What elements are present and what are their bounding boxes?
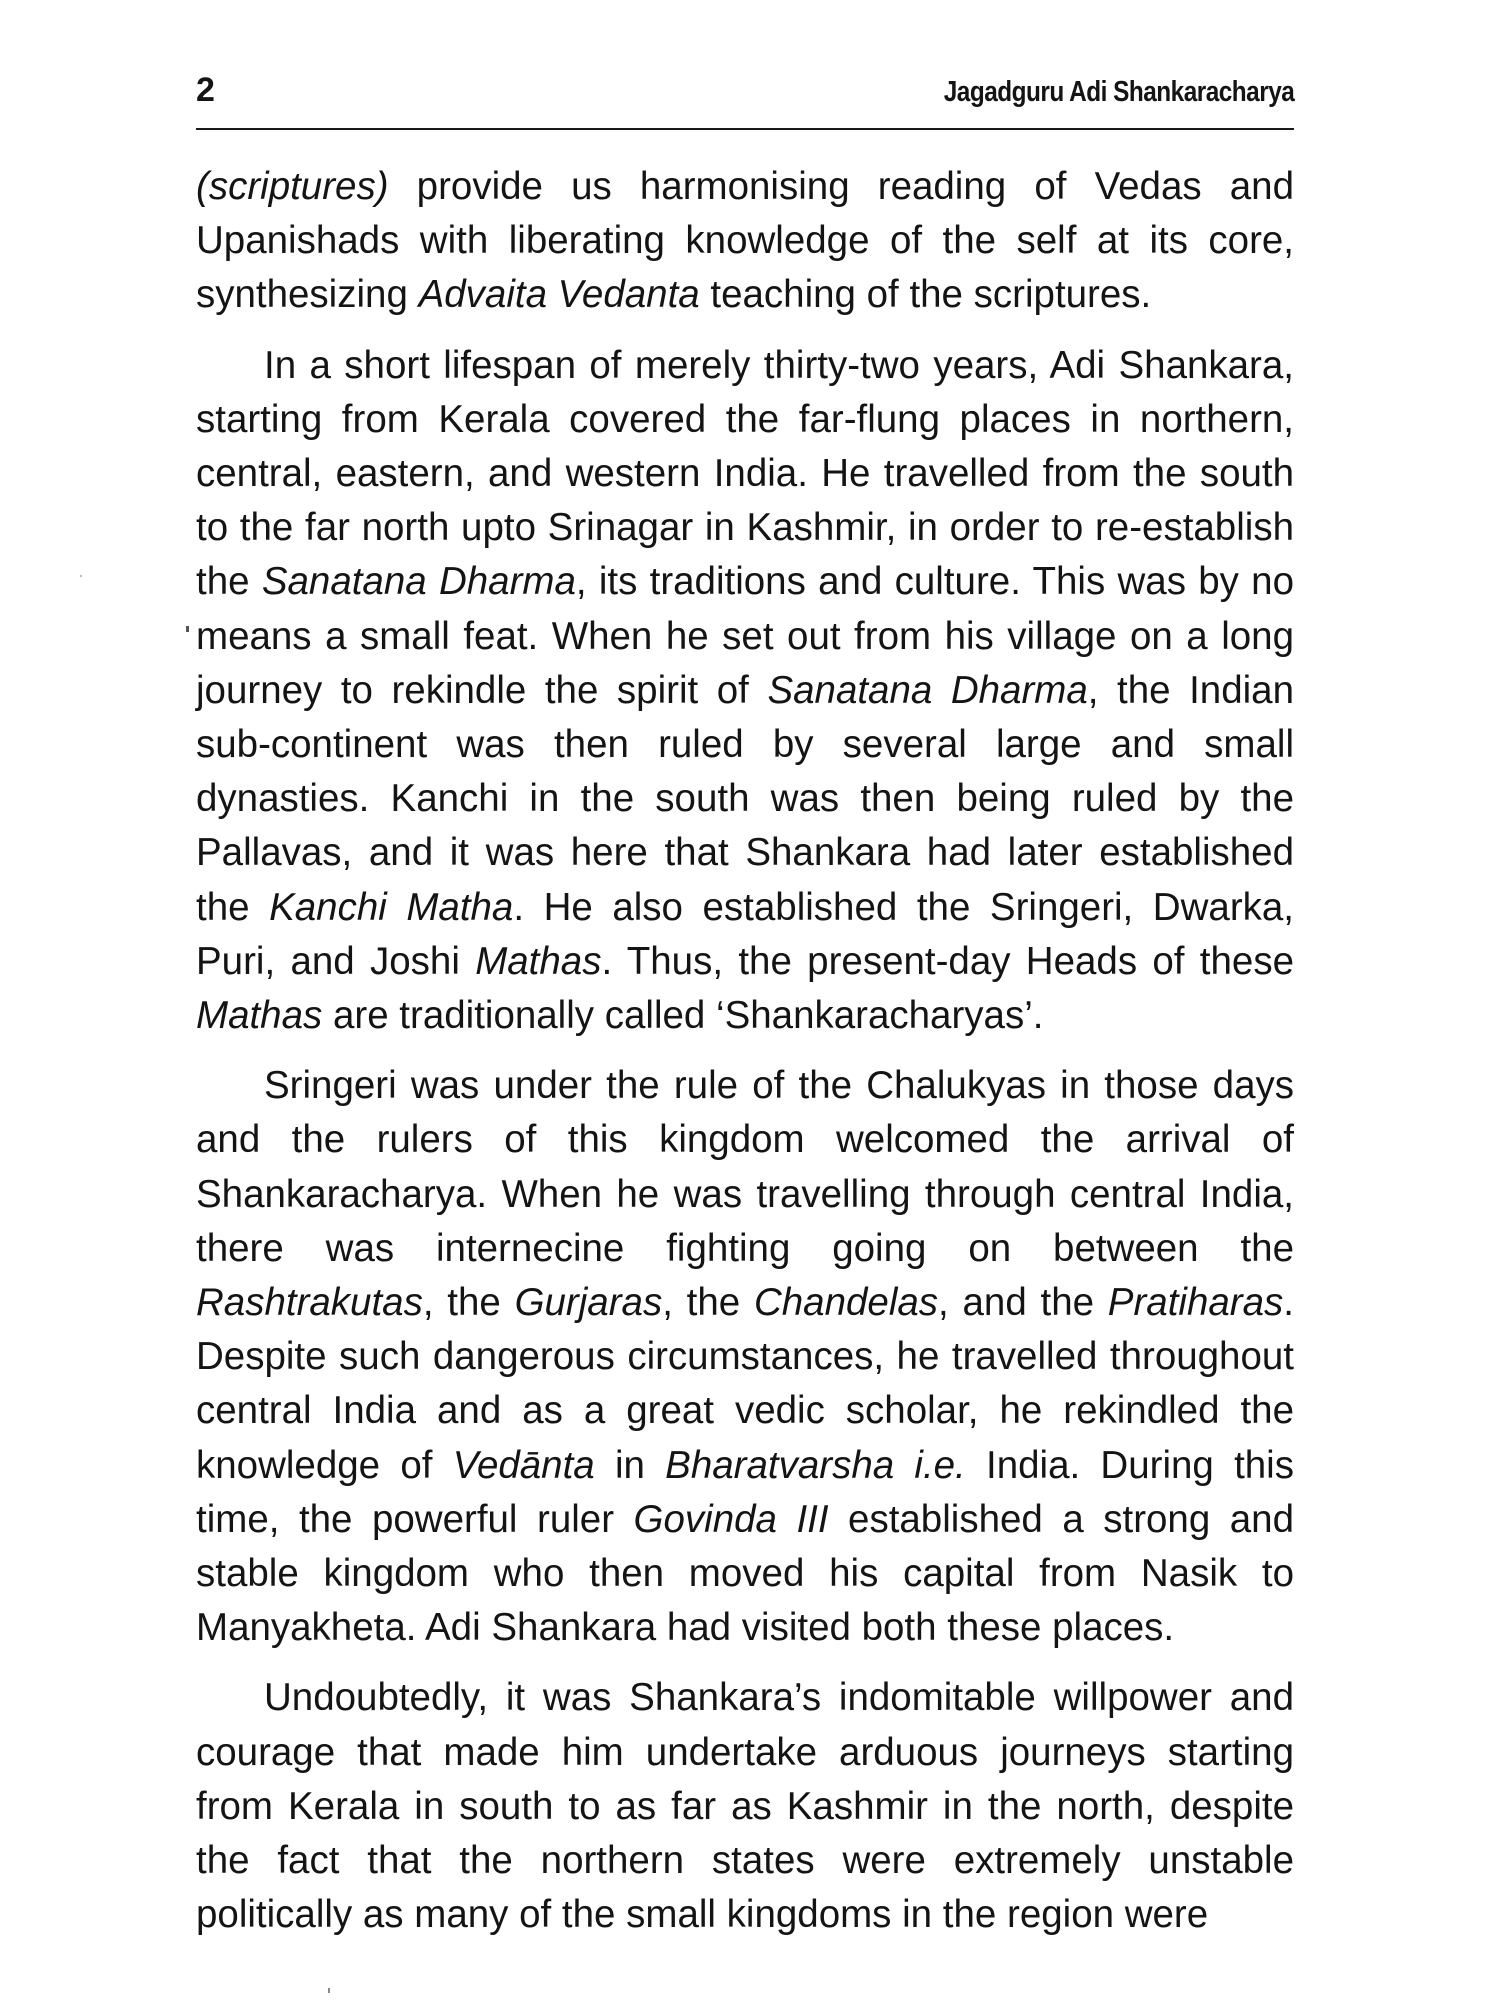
paragraph bbox=[196, 1671, 1294, 1942]
italic-text-run: Pratiharas bbox=[1107, 1281, 1284, 1325]
paragraph bbox=[196, 339, 1294, 1044]
italic-text-run: Sanatana Dharma bbox=[767, 668, 1088, 712]
text-run: In a short lifespan of merely thirty-two years, Adi Shankara, starting from Kerala covered the far-flung places in northern, central, eastern, and western India. He travelled from the south to the far north upto Srinagar in Kashmir, in order to re-establish the bbox=[196, 343, 1294, 604]
italic-text-run: (scriptures) bbox=[196, 165, 389, 208]
text-run: , the Indian sub-continent was then ruled by several large and small dynasties. Kanchi in the south was then being ruled by the Pallavas, and it was here that Shankara had later established the bbox=[196, 668, 1294, 929]
page-number: 2 bbox=[196, 71, 215, 109]
text-run: , and the bbox=[938, 1281, 1108, 1325]
text-run: Undoubtedly, it was Shankara’s indomitable willpower and courage that made him undertake arduous journeys starting from Kerala in south to as far as Kashmir in the north, despite the fact that the northern states were extremely unstable politically as many of the small kingdoms in the region were bbox=[196, 1676, 1294, 1937]
running-header bbox=[196, 62, 1294, 118]
bottom-speck bbox=[328, 1988, 330, 1993]
header-rule bbox=[196, 128, 1294, 130]
text-run: in bbox=[594, 1443, 666, 1487]
italic-text-run: Sanatana Dharma bbox=[261, 560, 576, 604]
italic-text-run: Advaita Vedanta bbox=[418, 273, 700, 317]
text-run: India. During this time, the powerful ruler bbox=[196, 1443, 1294, 1541]
paragraph bbox=[196, 1059, 1294, 1655]
text-run: established a strong and stable kingdom who then moved his capital from Nasik to Manyakheta. Adi Shankara had visited both these places. bbox=[196, 1497, 1294, 1650]
margin-tick-mark bbox=[186, 626, 189, 632]
italic-text-run: Gurjaras bbox=[514, 1281, 663, 1325]
text-run: , its traditions and culture. This was by no means a small feat. When he set out from his village on a long journey to rekindle the spirit of bbox=[196, 560, 1295, 712]
italic-text-run: Vedānta bbox=[452, 1443, 595, 1487]
italic-text-run: Chandelas bbox=[753, 1281, 939, 1325]
paragraph bbox=[196, 160, 1294, 323]
italic-text-run: Mathas bbox=[475, 939, 602, 983]
text-run: . Thus, the present-day Heads of these bbox=[601, 939, 1294, 983]
text-run: . He also established the Sringeri, Dwarka, Puri, and Joshi bbox=[196, 885, 1295, 983]
text-run: , the bbox=[662, 1281, 754, 1325]
italic-text-run: Bharatvarsha i.e. bbox=[665, 1443, 966, 1487]
margin-speck bbox=[80, 575, 82, 577]
text-run: Sringeri was under the rule of the Chalukyas in those days and the rulers of this kingdom welcomed the arrival of Shankaracharya. When he was travelling through central India, there was internecine fighting going on between the bbox=[196, 1064, 1294, 1270]
running-book-title: Jagadguru Adi Shankaracharya bbox=[943, 76, 1294, 108]
text-run: , the bbox=[422, 1281, 515, 1325]
italic-text-run: Kanchi Matha bbox=[269, 885, 514, 929]
text-run: are traditionally called ‘Shankaracharyas’. bbox=[322, 994, 1044, 1038]
italic-text-run: Govinda III bbox=[633, 1497, 829, 1541]
italic-text-run: Mathas bbox=[196, 994, 323, 1038]
text-run: provide us harmonising reading of Vedas and Upanishads with liberating knowledge of the self at its core, synthesizing bbox=[196, 165, 1294, 317]
body-text bbox=[196, 160, 1294, 1959]
text-run: teaching of the scriptures. bbox=[699, 273, 1152, 317]
italic-text-run: Rashtrakutas bbox=[196, 1281, 423, 1325]
text-run: . Despite such dangerous circumstances, he travelled throughout central India and as a great vedic scholar, he rekindled the knowledge of bbox=[196, 1281, 1294, 1487]
